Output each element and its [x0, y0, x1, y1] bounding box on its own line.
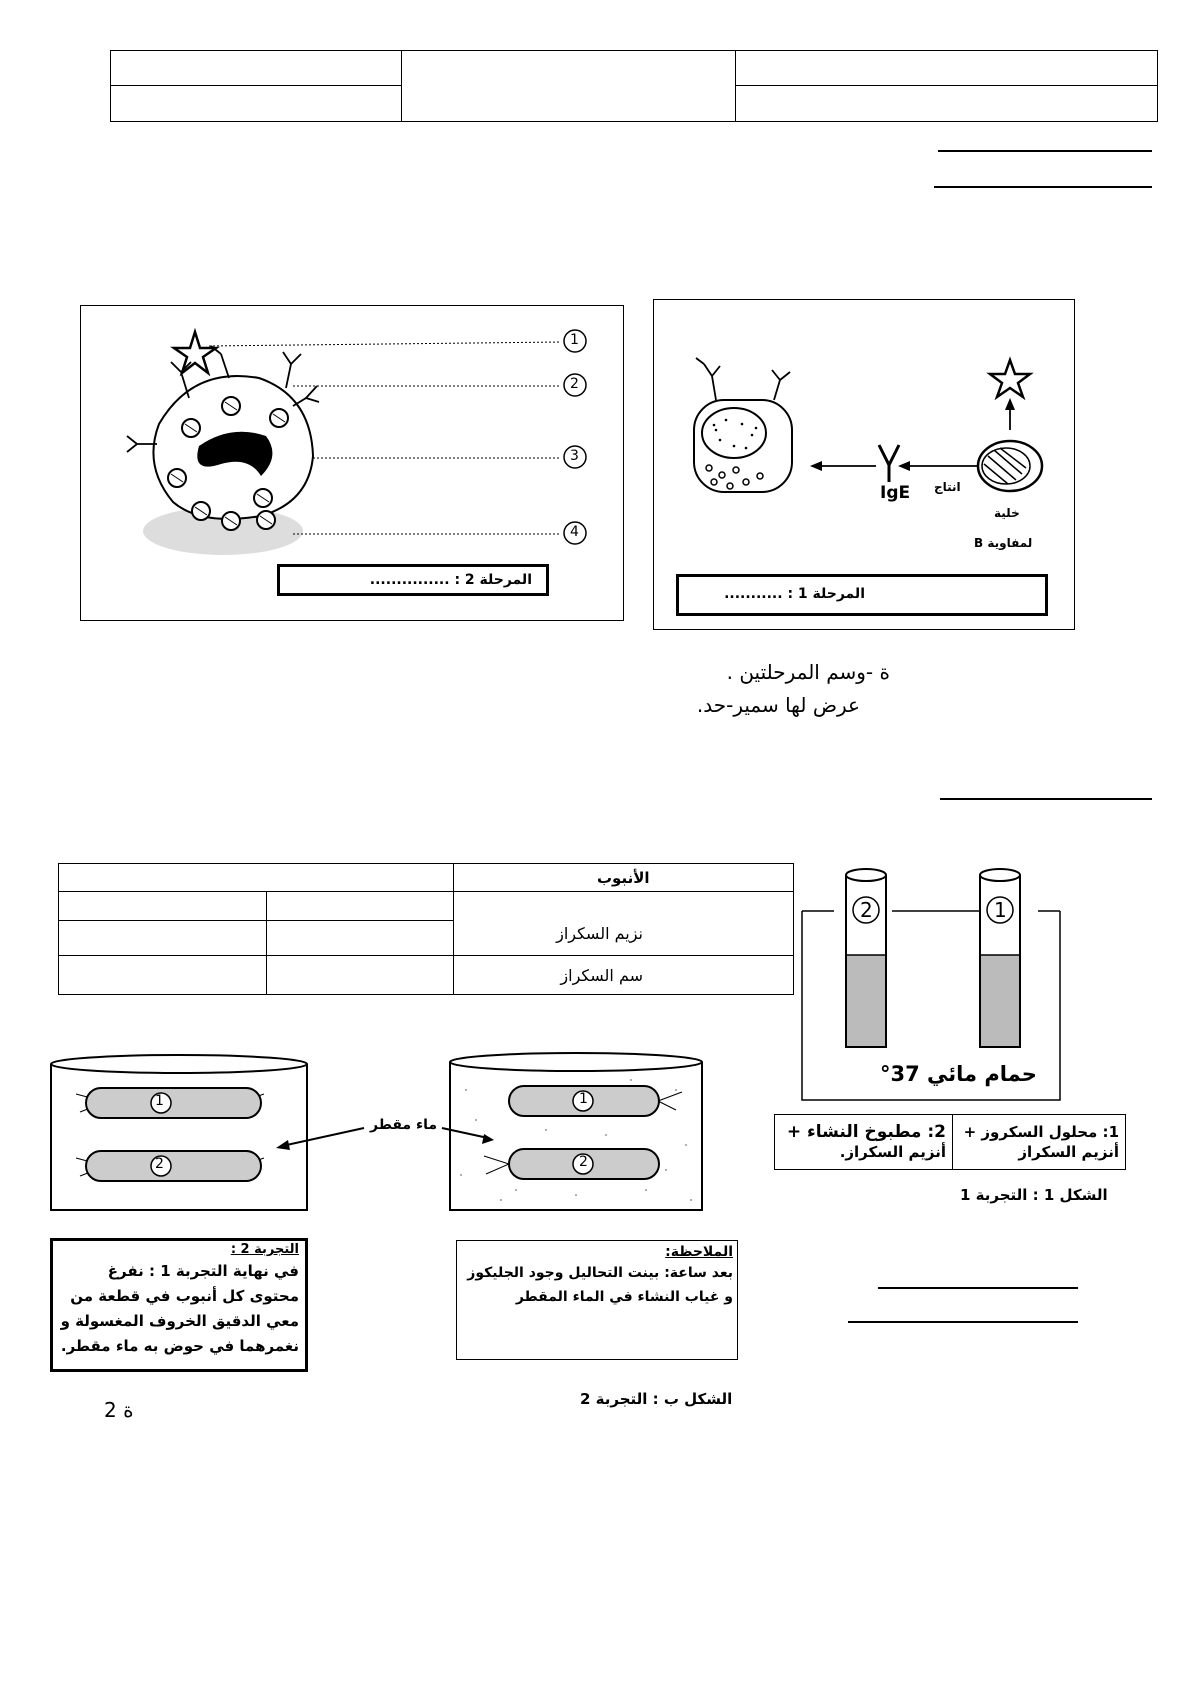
- header-cell: [111, 51, 402, 86]
- table-cell: [267, 921, 453, 956]
- experiment2-title: التجربة 2 :: [230, 1242, 299, 1257]
- tube2-number: 2: [860, 898, 873, 922]
- tube1-description: [953, 1115, 1126, 1170]
- experiment2-line4: نغمرهما في حوض به ماء مقطر.: [60, 1337, 299, 1355]
- bag-left-1: 1: [155, 1093, 164, 1109]
- fig1-caption: الشكل 1 : التجربة 1: [960, 1186, 1108, 1204]
- callout-3: 3: [570, 448, 579, 464]
- tube2-desc-line1: 2: مطبوخ النشاء +: [786, 1122, 946, 1142]
- table-header-tube: الأنبوب: [453, 864, 794, 892]
- callout-1: 1: [570, 332, 579, 348]
- bath-label: حمام مائي 37°: [880, 1062, 1037, 1086]
- section-underline: [940, 798, 1152, 800]
- answer-line: [878, 1287, 1078, 1289]
- production-label: انتاج: [934, 480, 961, 494]
- fig2-drawing: [46, 1050, 746, 1220]
- table-row2-label: سم السكراز: [453, 956, 794, 995]
- table-row1-label: نزيم السكراز: [453, 892, 794, 956]
- tube-descriptions: [774, 1114, 1126, 1170]
- observation-title: الملاحظة:: [665, 1244, 733, 1260]
- title-underline: [938, 150, 1152, 152]
- tube2-description: [775, 1115, 953, 1170]
- bag-right-1: 1: [579, 1091, 588, 1107]
- header-cell: [735, 51, 1157, 86]
- header-cell: [401, 51, 735, 122]
- experiment2-line1: في نهاية التجربة 1 : نفرغ: [107, 1262, 299, 1280]
- observation-line2: و غياب النشاء في الماء المقطر: [515, 1289, 733, 1305]
- table-cell: [267, 892, 453, 921]
- stage1-figure: [653, 299, 1075, 630]
- bag-right-2: 2: [579, 1154, 588, 1170]
- stage1-label: المرحلة 1 : ...........: [724, 586, 865, 602]
- observation-line1: بعد ساعة: بينت التحاليل وجود الجليكوز: [467, 1265, 733, 1281]
- stage2-label: المرحلة 2 : ...............: [369, 572, 532, 588]
- table-cell: [59, 921, 267, 956]
- header-cell: [111, 86, 402, 122]
- table-cell: [267, 956, 453, 995]
- answer-line: [848, 1321, 1078, 1323]
- experiment2-line3: معي الدقيق الخروف المغسولة و: [60, 1312, 299, 1330]
- observation-box: [456, 1240, 738, 1360]
- callout-4: 4: [570, 524, 579, 540]
- page-number: ة 2: [104, 1398, 134, 1422]
- title-underline: [934, 186, 1152, 188]
- callout-2: 2: [570, 376, 579, 392]
- tube1-number: 1: [994, 898, 1007, 922]
- tube2-desc-line2: أنزيم السكراز.: [839, 1143, 946, 1161]
- header-cell: [735, 86, 1157, 122]
- experiment2-line2: محتوى كل أنبوب في قطعة من: [70, 1287, 299, 1305]
- experiment2-box: [50, 1238, 308, 1372]
- bcell-label-line1: خلية: [994, 506, 1020, 520]
- tube1-desc-line1: 1: محلول السكروز +: [963, 1123, 1119, 1141]
- ige-label: IgE: [880, 483, 911, 503]
- stage1-label-box: [676, 574, 1048, 616]
- tube1-desc-line2: أنزيم السكراز: [1018, 1143, 1119, 1161]
- table-cell: [59, 892, 267, 921]
- question-line-1: ة -وسم المرحلتين .: [726, 660, 890, 684]
- results-table: [58, 863, 794, 995]
- question-line-2: عرض لها سمير-حد.: [696, 693, 860, 717]
- header-table: [110, 50, 1158, 122]
- table-cell: [59, 864, 454, 892]
- bag-left-2: 2: [155, 1156, 164, 1172]
- bcell-label-line2: لمفاوية B: [974, 536, 1033, 550]
- fig2-caption: الشكل ب : التجربة 2: [580, 1390, 733, 1408]
- table-cell: [59, 956, 267, 995]
- stage2-figure: [80, 305, 624, 621]
- distilled-water-label: ماء مقطر: [370, 1117, 438, 1133]
- stage2-label-box: [277, 564, 549, 596]
